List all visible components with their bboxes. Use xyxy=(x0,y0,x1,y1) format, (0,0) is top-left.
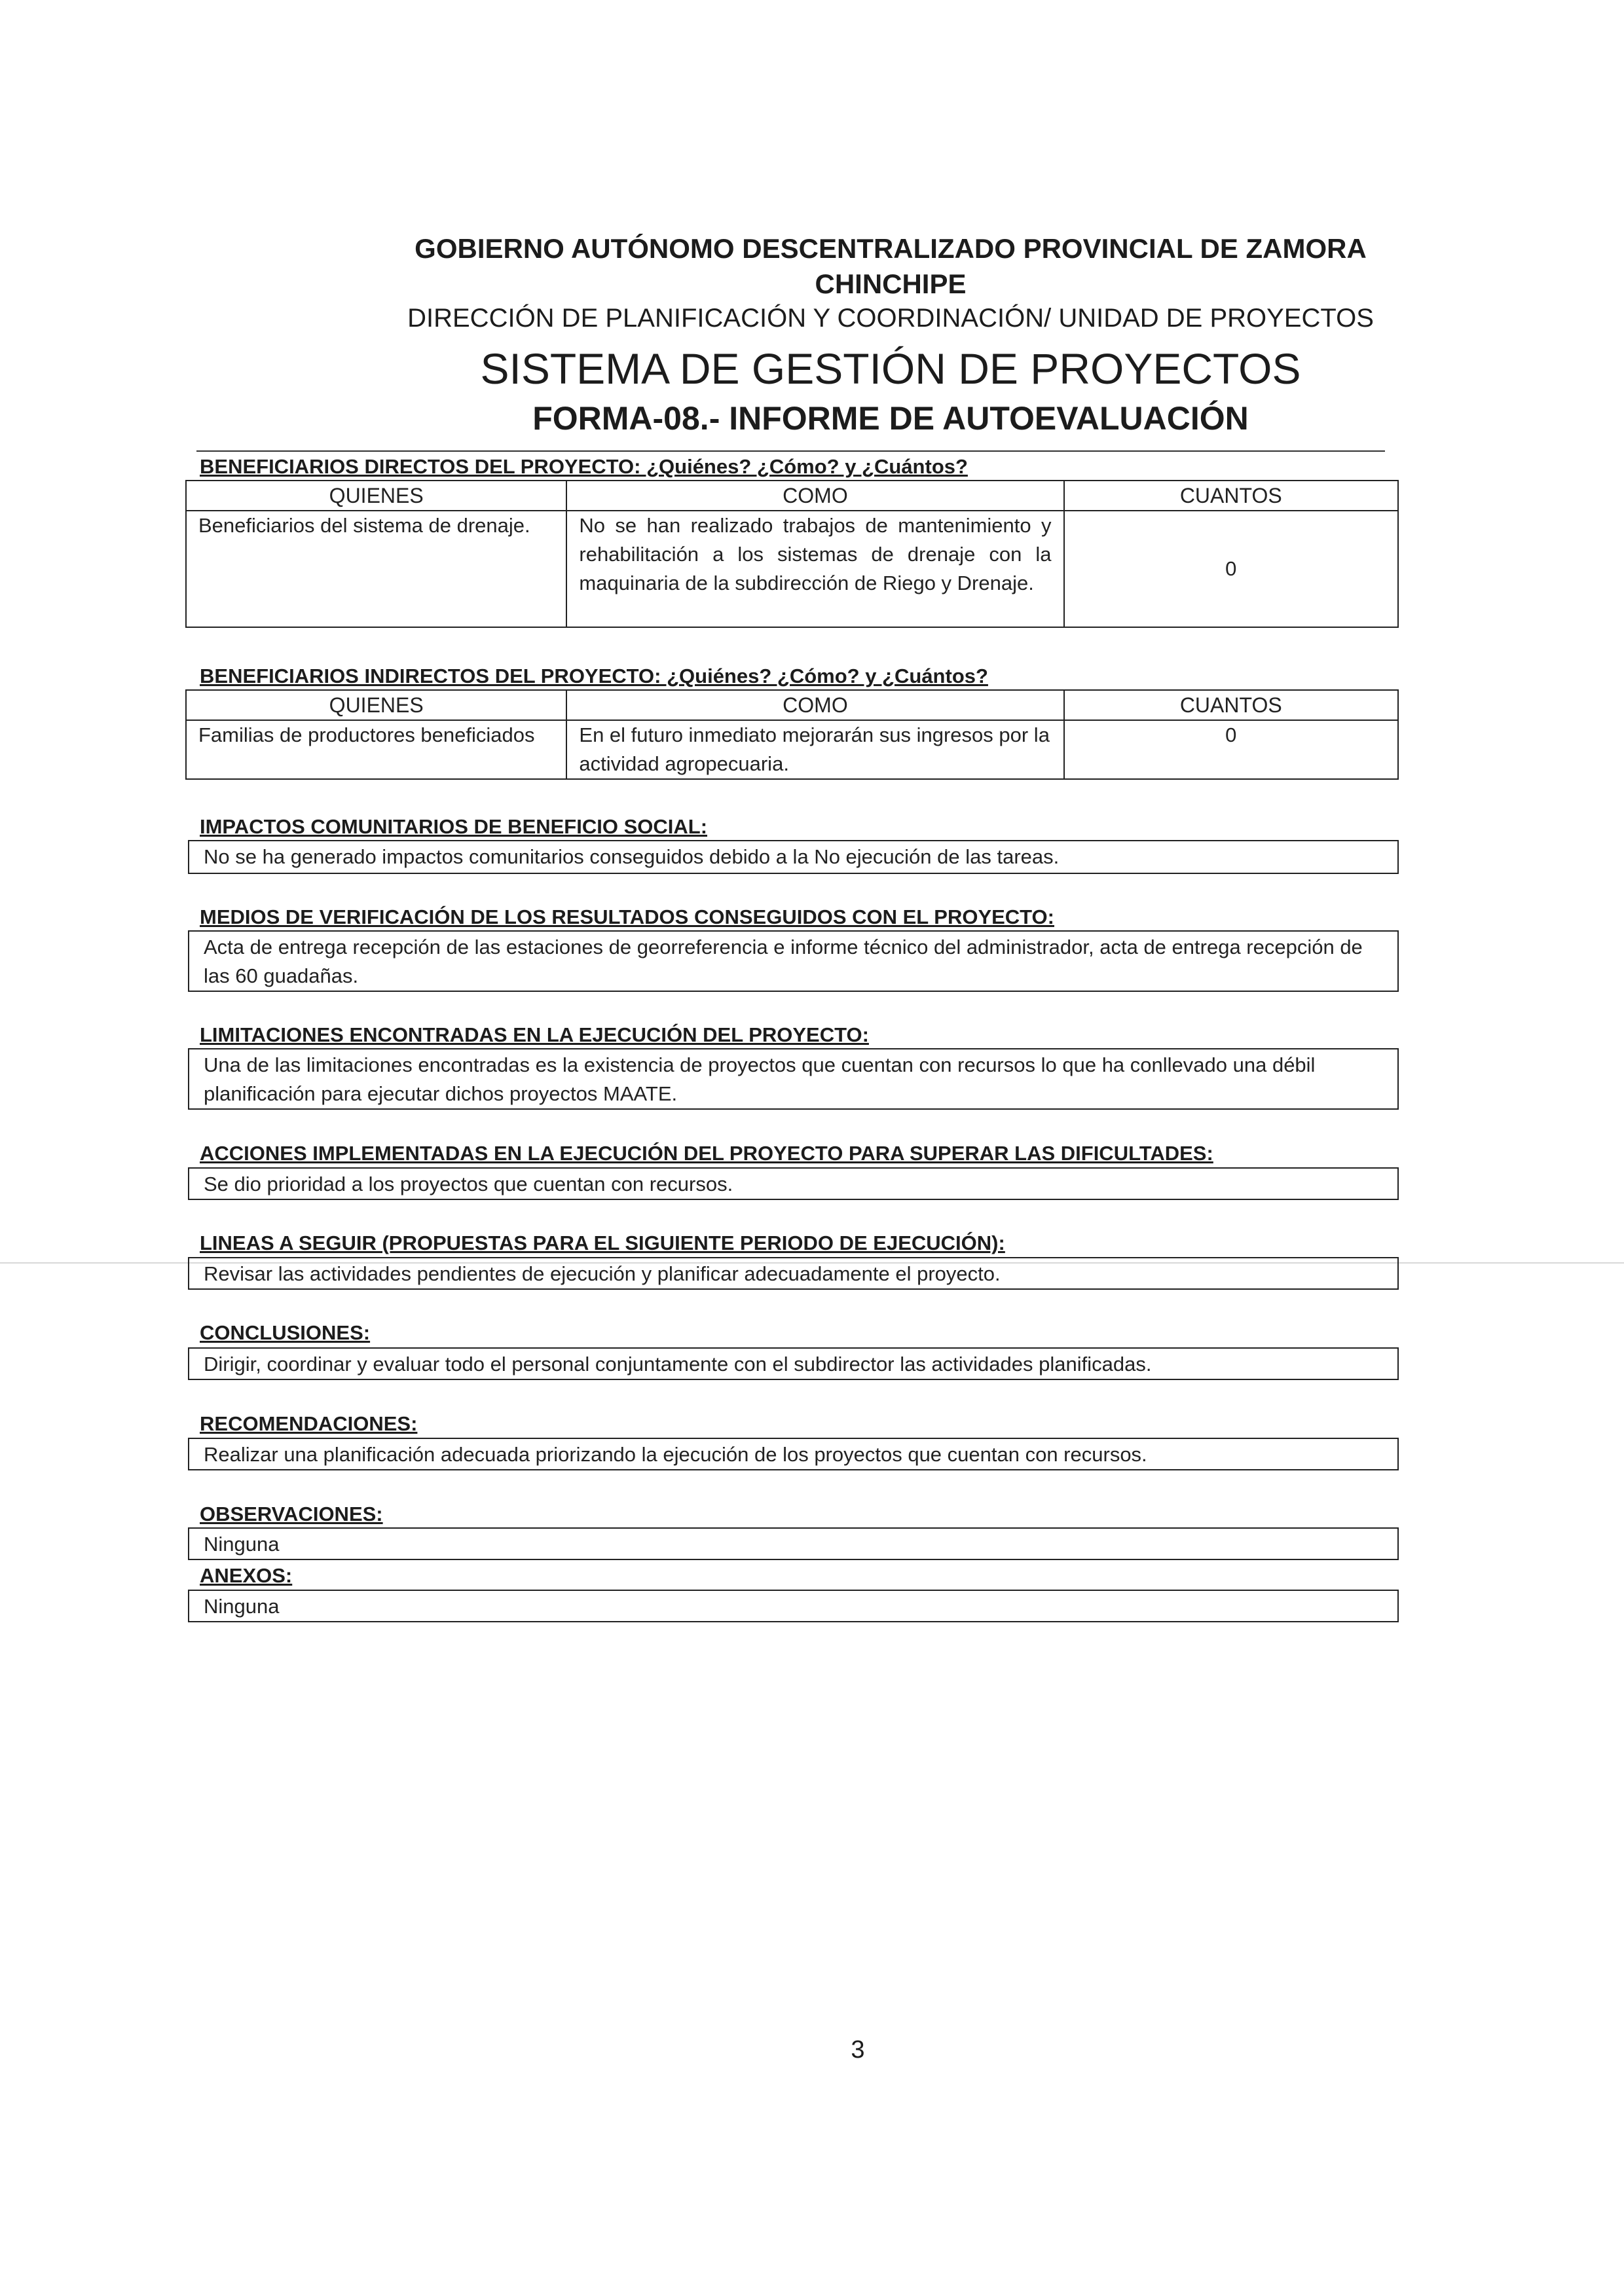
cell-quienes: Familias de productores beneficiados xyxy=(186,720,566,779)
conclusiones-box: Dirigir, coordinar y evaluar todo el personal conjuntamente con el subdirector las actividades planificadas. xyxy=(188,1347,1399,1380)
acciones-box: Se dio prioridad a los proyectos que cuentan con recursos. xyxy=(188,1167,1399,1200)
lineas-box: Revisar las actividades pendientes de ejecución y planificar adecuadamente el proyecto. xyxy=(188,1257,1399,1290)
table-header-row xyxy=(186,481,1398,511)
cell-como: No se han realizado trabajos de mantenimiento y rehabilitación a los sistemas de drenaje con la maquinaria de la subdirección de Riego y Drenaje. xyxy=(566,511,1063,627)
table-row xyxy=(186,720,1398,779)
medios-label: MEDIOS DE VERIFICACIÓN DE LOS RESULTADOS CONSEGUIDOS CON EL PROYECTO: xyxy=(200,905,1054,928)
column-header-cuantos: CUANTOS xyxy=(1064,690,1398,720)
column-header-como: COMO xyxy=(566,481,1063,511)
direct-beneficiaries-table xyxy=(185,480,1399,628)
indirect-beneficiaries-table xyxy=(185,689,1399,780)
impactos-label: IMPACTOS COMUNITARIOS DE BENEFICIO SOCIAL: xyxy=(200,815,708,838)
department-line: DIRECCIÓN DE PLANIFICACIÓN Y COORDINACIÓN/ UNIDAD DE PROYECTOS xyxy=(407,304,1374,333)
system-title: SISTEMA DE GESTIÓN DE PROYECTOS xyxy=(480,344,1301,393)
column-header-como: COMO xyxy=(566,690,1063,720)
column-header-quienes: QUIENES xyxy=(186,690,566,720)
direct-beneficiaries-label: BENEFICIARIOS DIRECTOS DEL PROYECTO: ¿Quiénes? ¿Cómo? y ¿Cuántos? xyxy=(200,455,968,478)
recomendaciones-box: Realizar una planificación adecuada priorizando la ejecución de los proyectos que cuentan con recursos. xyxy=(188,1438,1399,1470)
limitaciones-label: LIMITACIONES ENCONTRADAS EN LA EJECUCIÓN DEL PROYECTO: xyxy=(200,1023,869,1046)
table-header-row xyxy=(186,690,1398,720)
column-header-quienes: QUIENES xyxy=(186,481,566,511)
org-line-1: GOBIERNO AUTÓNOMO DESCENTRALIZADO PROVINCIAL DE ZAMORA xyxy=(415,233,1367,264)
cell-cuantos: 0 xyxy=(1064,720,1398,779)
cell-cuantos: 0 xyxy=(1064,511,1399,627)
observaciones-box: Ninguna xyxy=(188,1527,1399,1560)
page-number: 3 xyxy=(851,2036,865,2064)
medios-box: Acta de entrega recepción de las estaciones de georreferencia e informe técnico del administrador, acta de entrega recepción de las 60 guadañas. xyxy=(188,930,1399,992)
header-rule xyxy=(196,450,1385,452)
table-row xyxy=(186,511,1398,627)
cell-como: En el futuro inmediato mejorarán sus ingresos por la actividad agropecuaria. xyxy=(566,720,1063,779)
org-line-2: CHINCHIPE xyxy=(815,268,967,299)
conclusiones-label: CONCLUSIONES: xyxy=(200,1321,371,1344)
anexos-label: ANEXOS: xyxy=(200,1564,293,1587)
limitaciones-box: Una de las limitaciones encontradas es la existencia de proyectos que cuentan con recursos lo que ha conllevado una débil planificación para ejecutar dichos proyectos MAATE. xyxy=(188,1048,1399,1110)
lineas-label: LINEAS A SEGUIR (PROPUESTAS PARA EL SIGUIENTE PERIODO DE EJECUCIÓN): xyxy=(200,1231,1005,1254)
column-header-cuantos: CUANTOS xyxy=(1064,481,1399,511)
acciones-label: ACCIONES IMPLEMENTADAS EN LA EJECUCIÓN DEL PROYECTO PARA SUPERAR LAS DIFICULTADES: xyxy=(200,1142,1213,1165)
indirect-beneficiaries-label: BENEFICIARIOS INDIRECTOS DEL PROYECTO: ¿Quiénes? ¿Cómo? y ¿Cuántos? xyxy=(200,665,988,687)
cell-quienes: Beneficiarios del sistema de drenaje. xyxy=(186,511,566,627)
anexos-box: Ninguna xyxy=(188,1590,1399,1622)
observaciones-label: OBSERVACIONES: xyxy=(200,1503,383,1525)
impactos-box: No se ha generado impactos comunitarios conseguidos debido a la No ejecución de las tareas. xyxy=(188,840,1399,874)
recomendaciones-label: RECOMENDACIONES: xyxy=(200,1412,418,1435)
form-title: FORMA-08.- INFORME DE AUTOEVALUACIÓN xyxy=(532,400,1249,437)
